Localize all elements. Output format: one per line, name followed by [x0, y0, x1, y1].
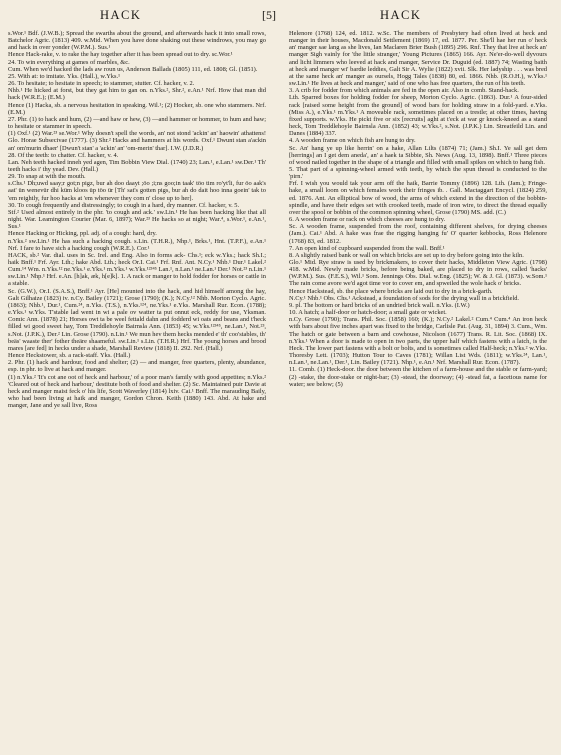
entry-paragraph: Sc. A wooden frame, suspended from the roof, containing different shelves, for drying cheeses (Jam.). Cai.¹ Abd. A hake was frae the rigging hanging fu' O' quarter kebbocks, Ross Helenore (1768) 83, ed. 1812.: [289, 223, 547, 245]
entry-paragraph: 29. To snap at with the mouth.: [8, 173, 86, 181]
entry-paragraph: Hence Hack-rake, v. to rake the hay together after it has been spread out to dry. sc.Wor.¹: [8, 51, 233, 59]
entry-paragraph: Cum. When we'd hacked the lads aw roun us, Anderson Ballads (1805) 111, ed. 1808; Gl. (1851).: [8, 65, 258, 73]
header-right-headword: HACK: [380, 8, 422, 22]
entry-paragraph: n.Cy. Grose (1790); Trans. Phil. Soc. (1858) 160; (K.); N.Cy.² Lakel.² Cum.⁴ Cum.⁴ An iron heck with bars about five inches apart was fixed to the bridge, Carlisle Pat. (Aug. 31, 1894) 3. Cum., Wm. The hatch or gate between a barn and cowhouse, Nicolson (1677) Trans. R. Lit. Soc. (1868) IX. n.Yks.¹ When a door is made to open in two parts, the upper half which fastens with a latch, is the Heck. The lower part fastens with a bolt or bolts, and is sometimes called Half-heck; n.Yks.² w.Yks. Thoresby Lett. (1703); Hutton Tour to Caves (1781); Willan List Wds. (1811); w.Yks.²⁴, Lan.¹, n.Lan.¹, ne.Lan.¹, Der.¹, Lin. Bailey (1721). Nhp.¹, e.An.¹ Nrf. Marshall Rur. Econ. (1787).: [289, 316, 547, 367]
entry-paragraph: Hence Hacking or Hicking, ppl. adj. of a cough: hard, dry.: [8, 230, 157, 238]
entry-paragraph: Frf. I wish you would tak your arm off the haik, Barrie Tommy (1896) 128. Lth. (Jam.); Fringe-hake, a small loom on which females work their fringes ib. . Gall. Mactaggart Encycl. (1824) 259, ed. 1876. Ant. An elliptical bow of wood, the arms of which extend in the direction of the bobbin-spindle, and have their edges set with crooked teeth, made of iron wire, to direct the thread equally over the spool or bobbin of the common spinning wheel, Grose (1790) MS. add. (C.): [289, 180, 547, 216]
header-left-headword: HACK: [100, 8, 142, 22]
page-header: [0, 8, 561, 26]
entry-paragraph: 25. With at: to imitate. Yks. (Hall.), w.Yks.¹: [8, 72, 120, 80]
entry-paragraph: 26. To hesitate; to hesitate in speech; to stammer, stutter. Cf. hacker, v. 2.: [8, 80, 195, 88]
entry-paragraph: n.Yks.² sw.Lin.¹ He has such a hacking cough. s.Lin. (T.H.R.), Nhp.¹, Brks.¹, Hnt. (T.P.F.), e.An.¹ Nrf. I fare to have sich a hacking cough (W.R.E.). Cor.¹: [8, 237, 266, 252]
entry-paragraph: s.Wor.¹ Bdf. (J.W.B.); Spread the swarths about the ground, and afterwards hack it into small rows, Batchelor Agric. (1813) 409. w.Mid. When you have done shaking out these windrows, you may go and hack in over yonder (W.P.M.). Sus.¹: [8, 30, 266, 52]
entry-paragraph: N.Cy.¹ Nhb.¹ Obs. Chs.¹ Ackstead, a foundation of sods for the drying wall in a brickfield.: [289, 294, 520, 302]
entry-paragraph: Lth. Sparred boxes for holding fodder for sheep, Morton Cyclo. Agric. (1863). Dur.¹ A four-sided rack [raised some height from the ground] of wood bars for holding straw in a fold-yard. e.Yks. (Miss A.), e.Yks.¹ m.Yks.¹ A moveable rack, sometimes placed on a trestle; at other times, having fixed supports. w.Yks. He pickt five or six [recruits] aght at t'eck at war gr knock-kneed as a stand heck, Tom Treddlehoyle Bairnsla Ann. (1852) 43; w.Yks.², s.Not. (J.P.K.) Lin. Streatfeild Lin. and Danes (1884) 337.: [289, 94, 547, 138]
entry-paragraph: Glo.¹ Mid. Rye straw is used by brickmakers, to cover their hacks, Middleton View Agric. (1798) 418. w.Mid. Newly made bricks, before being baked, are placed to dry in rows, called 'hacks' (W.P.M.). Sus. (F.E.S.), Wil.¹ Som. Jennings Obs. Dial. w.Eng. (1825); W. & J. Gl. (1873). w.Som.¹ The rain come avore we'd agot time vor to cover em, and spweiled the wole hack o' bricks.: [289, 259, 547, 288]
entry-paragraph: 24. To win everything at games of marbles, &c.: [8, 58, 130, 66]
entry-paragraph: Lan. Neh teeth hacked inneh yed agen, Tim Bobbin View Dial. (1740) 23; Lan.¹, e.Lan.¹ sw.Der.¹ Th' teeth hacks i' thy yead. Dev. (Hall.): [8, 158, 266, 173]
entry-paragraph: s.Chs.¹ Dh;uwd saay;r got;n pigz, bur ah doo daayt ;öo ;i;ns goo;in taak' töo tim ro'yt'li, fur öo aak's aat' ün wenevür dhi küm kloos üp töo ür [Th' sat's gotten pigs, bur ah do dait hoo inna goein' tak to 'em reightly, fur hoo hacks at 'em whenever they com n' close up to her].: [8, 180, 266, 202]
entry-paragraph: 8. A slightly raised bank or wall on which bricks are set up to dry before going into the kiln.: [289, 251, 524, 259]
entry-paragraph: Helenore (1768) 124, ed. 1812. w.Sc. The members of Presbytery had often lived at heck and manger in their houses, Macdonald Settlement (1869) 17, ed. 1877. Per. She'll hae her run o' heck an' manger sae lang as she lives, Ian Maclaren Brier Bush (1895) 296. Rnf. They that live at heck an' manger Sigh vainly for 'the little stranger,' Young Pictures (1865) 166. Ayr. Ne'er-do-well dyvours and licht limmers who leeved at hack and manger, Service Dr. Duguid (ed. 1887) 74; Wasting baith at heck and manger wi' bardie leddies, Galt Sir A. Wylie (1822) xvii. Slk. Her ladyship . . . was bred at the same heck an' manger as oursels, Hogg Tales (1838) 80, ed. 1866. Nhb. (R.O.H.), w.Yks.¹ sw.Lin.¹ He lives at heck and manger,' said of one who has free quarters, the run of his teeth.: [289, 30, 547, 88]
entry-paragraph: 27. Phr. (1) to hack and hum, (2) —and haw or hew, (3) —and hammer or hommer, to hum and haw; to hesitate or stammer in speech.: [8, 115, 266, 131]
entry-paragraph: 3. A crib for fodder from which animals are fed in the open air. Also in comb. Stand-hack.: [289, 87, 519, 95]
entry-paragraph: 6. A wooden frame or rack on which cheeses are hung to dry.: [289, 216, 446, 224]
entry-paragraph: Nhb.¹ He hicked at forst, but they gat him to gan on. n.Yks.², Shr.², e.An.¹ Nrf. How that man did hack (W.R.E.); (E.M.): [8, 87, 266, 102]
right-column: [289, 30, 547, 750]
entry-paragraph: HACK, sb.² Var. dial. uses in Sc. Irel. and Eng. Also in forms ack- Chs.¹; eck w.Yks.; hack Sh.I.; haik Bnff.¹ Frf. Ayr. Lth.; hake Abd. Lth.; heck Or.I. Cai.¹ Frf. Rnf. Ant. N.Cy.¹ Nhb.¹ Dur.¹ Lakel.² Cum.¹⁴ Wm. n.Yks.¹² ne.Yks.¹ e.Yks.¹ m.Yks.¹ w.Yks.¹²³⁴⁵ Lan.¹, n.Lan.¹ ne.Lan.¹ Der.¹ Not.²³ n.Lin.¹ sw.Lin.¹ Nhp.¹ Hrf. e.An. [h]ak, æk, h[e]k]. 1. A rack or manger to hold fodder for horses or cattle in a stable.: [8, 251, 266, 288]
page-number: [5]: [262, 8, 276, 22]
entry-paragraph: 2. Phr. (1) hack and hardour, food and shelter; (2) — and manger, free quarters, plenty, abundance, esp. in phr. to live at hack and manger.: [8, 359, 266, 374]
entry-paragraph: 10. A hatch; a half-door or hatch-door; a small gate or wicket.: [289, 309, 447, 317]
entry-paragraph: Hence (1) Hacka, sb. a nervous hesitation in speaking. Wil.¹; (2) Hocker, sb. one who stammers. Nrf. (E.M.): [8, 101, 266, 116]
left-column: [8, 30, 266, 750]
entry-paragraph: 9. pl. The bottom or hard bricks of an undried brick wall. n.Yks. (I.W.): [289, 301, 470, 309]
entry-paragraph: Sc. An' hang ye up like herrin' on a hake, Allan Lilts (1874) 71; (Jam.) Sh.I. Ye sall get dem [herrings] an I get dem aneda', an' a haek ta Sibbie, Sh. News (Aug. 13, 1898). Bnff.¹ Three pieces of wood nailed together in the shape of a triangle and filled with small spikes on which to hang fish.: [289, 144, 547, 166]
entry-paragraph: 5. That part of a spinning-wheel armed with teeth, by which the spun thread is conducted to the 'pirn.': [289, 165, 547, 181]
entry-paragraph: (1) n.Yks.² 'It's cot ane oot of heck and harbour,' of a poor man's family with good appetites; n.Yks.² 'Cleared out of heck and harbour,' destitute both of food and shelter. (2) Sc. Maintained puir Davie at heck and manger maist feck o' his life, Scott Waverley (1814) lxiv. Cai.¹ Bnff. The marauding Baily, who had been living at haik and manger, Gordon Chron. Keith (1880) 143. Abd. At hake and manger, Jane and ye sall live, Ross: [8, 373, 266, 410]
entry-paragraph: Hence Heckstower, sb. a rack-staff. Yks. (Hall.): [8, 352, 131, 360]
entry-paragraph: Sc. (G.W.), Or.I. (S.A.S.), Bnff.¹ Ayr. [He] mounted into the hack, and hid himself among the hay, Galt Gilhaize (1823) iv. n.Cy. Bailey (1721); Grose (1790); (K.); N.Cy.¹² Nhb. Morton Cyclo. Agric. (1863); Nhb.¹, Dur.¹, Cum.²⁴, n.Yks. (T.S.), n.Yks.¹²⁴, ne.Yks.¹ e.Yks. Marshall Rur. Econ. (1788); e.Yks.¹ w.Yks. T'stable lad went in wi a pale ov watter ta put onnut eck, reddy for use, Yksman. Comic Ann. (1878) 21; Horses owt ta be weel fettald dahn and fodderd wi oats and beans and t'heck filled wi good sweet hay, Tom Treddlehoyle Bairnsla Ann. (1853) 45; w.Yks.¹²³⁴⁵, ne.Lan.¹, Not.²³, s.Not. (J.P.K.), Der.² Lin. Grose (1790). n.Lin.¹ We mun hev them hecks mended e' th' coo'stables, th' beäs' waaste ther' fother theäre shaameful. sw.Lin.¹ s.Lin. (T.H.R.) Hrf. The young horses and brood mares [are fed] in hecks under a shade, Marshall Review (1818) II. 292. Nrf. (Hall.): [8, 287, 266, 352]
entry-paragraph: 11. Comb. (1) Heck-door. the door between the kitchen of a farm-house and the stable or farm-yard; (2) -stake, the door-stake or night-bar; (3) -stead, the doorway; (4) -stead fat, a facetious name for water; see below; (5): [289, 366, 547, 388]
entry-paragraph: 28. Of the teeth: to chatter. Cf. hacker, v. 4.: [8, 151, 119, 159]
entry-paragraph: Hence Hackstead, sb. the place where bricks are laid out to dry in a brick-garth.: [289, 287, 493, 295]
entry-paragraph: 4. A wooden frame on which fish are hung to dry.: [289, 137, 416, 145]
entry-paragraph: 7. An open kind of cupboard suspended from the wall. Bnff.¹: [289, 244, 445, 252]
entry-paragraph: 30. To cough frequently and distressingly; to cough in a hard, dry manner. Cf. hacker, v. 5.: [8, 201, 240, 209]
entry-paragraph: (1) Oxf.¹ (2) War.²³ se.Wor.¹ Why doesn't spell the words, an' not stond 'ackin' an' haowin' athattens! Glo. Horae Subsecivae (1777). (3) Shr.² Hacks and hammers at his words. Oxf.¹ Dwunt stan a'ackin an' om'murin dhaer' [Dwun't stan' a 'ackin' an' 'om-merin' thar]. I.W. (J.D.R.): [8, 130, 266, 152]
entry-paragraph: Stf.² Used almost entirely in the phr. 'to cough and ack.' sw.Lin.¹ He has been hacking like that all night. War. Leamington Courier (Mar. 6, 1897); War.²³ He hacks so at night; War.⁴, s.Wor.¹, e.An.¹, Sus.¹: [8, 208, 266, 231]
